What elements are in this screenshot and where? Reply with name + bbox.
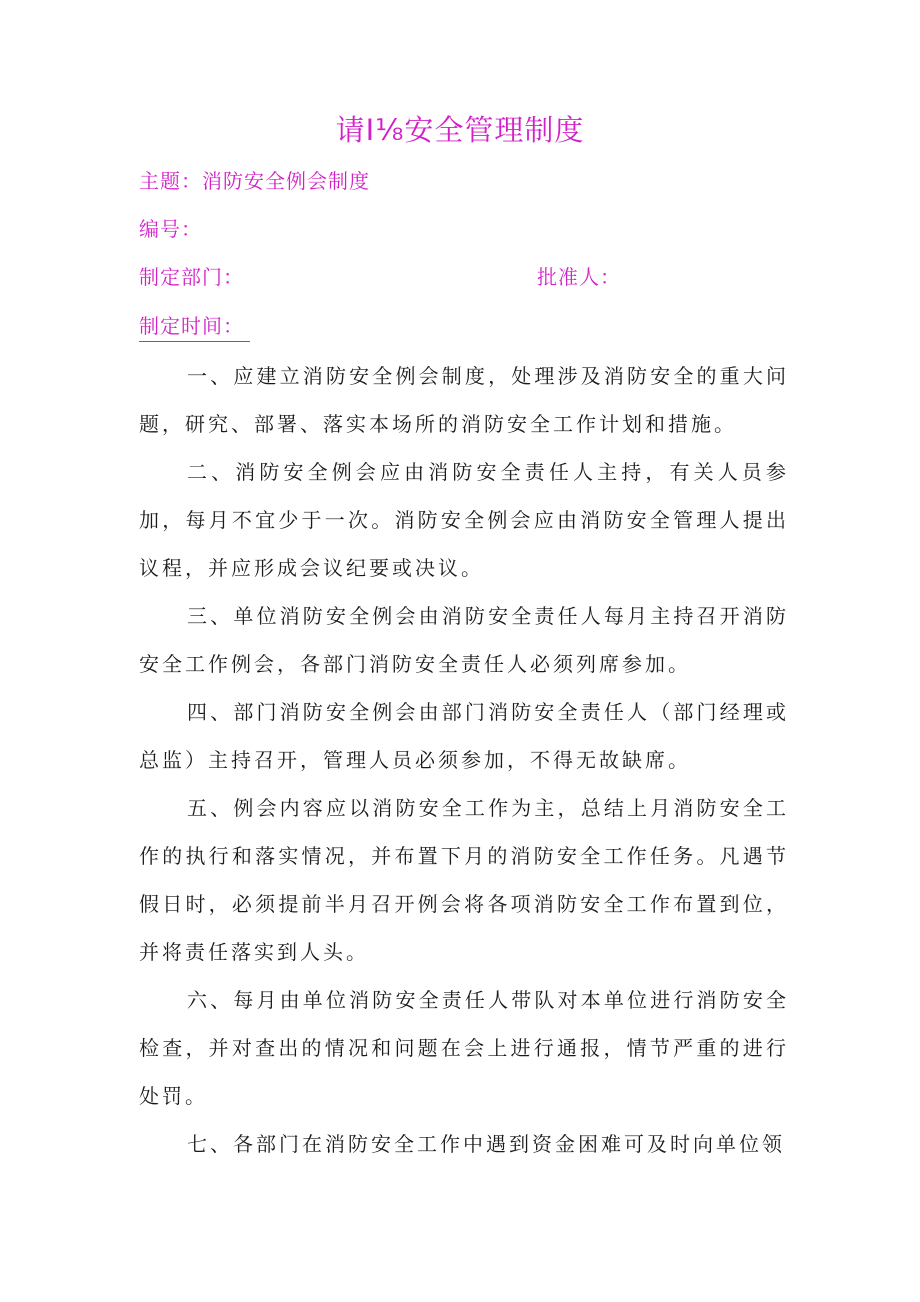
- paragraph-6: 六、每月由单位消防安全责任人带队对本单位进行消防安全检查，并对查出的情况和问题在会上进行通报，情节严重的进行处罚。: [139, 988, 789, 1108]
- number-label: 编号：: [139, 217, 202, 241]
- department-label: 制定部门：: [139, 265, 244, 289]
- paragraph-2: 二、消防安全例会应由消防安全责任人主持，有关人员参加，每月不宜少于一次。消防安全例会应由消防安全管理人提出议程，并应形成会议纪要或决议。: [139, 460, 789, 580]
- paragraph-3: 三、单位消防安全例会由消防安全责任人每月主持召开消防安全工作例会，各部门消防安全责任人必须列席参加。: [139, 604, 789, 676]
- paragraph-1: 一、应建立消防安全例会制度，处理涉及消防安全的重大问题，研究、部署、落实本场所的消防安全工作计划和措施。: [139, 364, 789, 436]
- document-title: 请I⅛安全管理制度: [335, 113, 585, 147]
- approver-label: 批准人：: [537, 265, 621, 289]
- document-body: [139, 352, 789, 1168]
- paragraph-5: 五、例会内容应以消防安全工作为主，总结上月消防安全工作的执行和落实情况，并布置下月的消防安全工作任务。凡遇节假日时，必须提前半月召开例会将各项消防安全工作布置到位，并将责任落实到人头。: [139, 796, 789, 964]
- date-label: 制定时间：: [139, 311, 250, 342]
- paragraph-4: 四、部门消防安全例会由部门消防安全责任人（部门经理或总监）主持召开，管理人员必须参加，不得无故缺席。: [139, 700, 789, 772]
- subject-line: 主题：消防安全例会制度: [139, 169, 370, 193]
- paragraph-7: 七、各部门在消防安全工作中遇到资金困难可及时向单位领: [187, 1132, 785, 1156]
